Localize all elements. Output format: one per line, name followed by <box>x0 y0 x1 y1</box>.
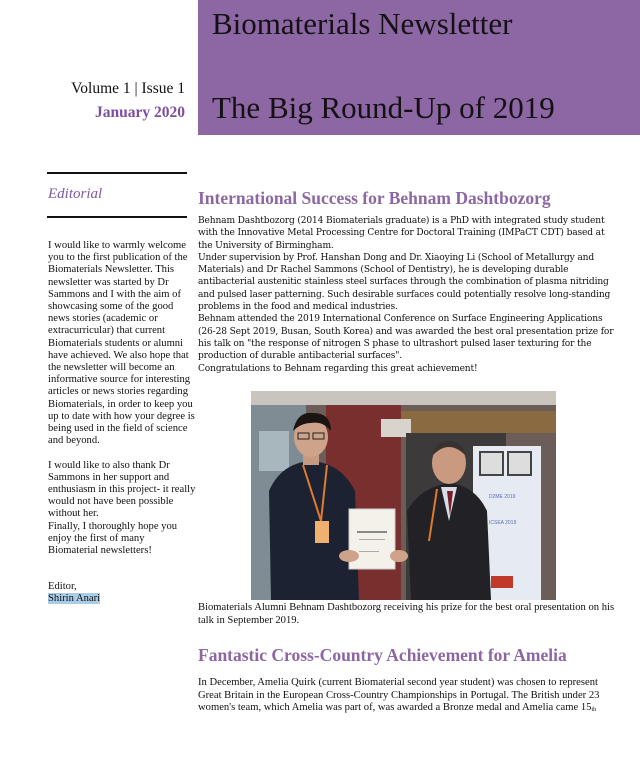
banner-text: D2ME 2019 <box>489 494 516 500</box>
newsletter-title: Biomaterials Newsletter <box>212 6 513 41</box>
award-photo <box>251 391 556 600</box>
editorial-body <box>48 240 196 606</box>
editorial-paragraph: I would like to also thank Dr Sammons in her support and enthusiasm in this project- it really would not have been possible without her. <box>48 459 196 520</box>
award-photo-illustration <box>251 391 556 600</box>
article-body <box>198 215 618 375</box>
article-paragraph-text: In December, Amelia Quirk (current Biomaterial second year student) was chosen to represent Great Britain in the European Cross-Country Championships in Portugal. The British under 23 women's team, which Amelia was part of, was awarded a Bronze medal and Amelia came 15 <box>198 677 600 714</box>
article-paragraph: Congratulations to Behnam regarding this great achievement! <box>198 363 478 374</box>
issue-date: January 2020 <box>95 104 185 121</box>
header-banner <box>198 0 640 135</box>
sidebar-top-rule <box>47 172 187 174</box>
article-paragraph: Behnam Dashtbozorg (2014 Biomaterials graduate) is a PhD with integrated study student with the Innovative Metal Processing Centre for Doctoral Training (IMPaCT CDT) based at the University of Birmingham. <box>198 216 605 251</box>
article-body <box>198 677 618 716</box>
editor-name[interactable]: Shirin Anari <box>48 593 101 605</box>
article-paragraph: Behnam attended the 2019 International Conference on Surface Engineering Applications (26-28 Sept 2019, Busan, South Korea) and was awarded the best oral presentation prize for his talk on "the response of nitrogen S phase to ultrashort pulsed laser texturing for the production of durable antibacterial surfaces". <box>198 314 614 362</box>
issue-subtitle: The Big Round-Up of 2019 <box>212 90 555 125</box>
volume-issue: Volume 1 | Issue 1 <box>71 80 185 97</box>
banner-text: ICSEA 2019 <box>489 520 517 526</box>
editorial-paragraph: Finally, I thoroughly hope you enjoy the first of many Biomaterial newsletters! <box>48 520 178 557</box>
editorial-signoff: Editor, <box>48 581 77 593</box>
editorial-heading: Editorial <box>48 186 103 202</box>
article-heading: International Success for Behnam Dashtbozorg <box>198 188 551 208</box>
article-heading: Fantastic Cross-Country Achievement for Amelia <box>198 645 567 665</box>
sidebar-bottom-rule <box>47 216 187 218</box>
article-paragraph: Under supervision by Prof. Hanshan Dong and Dr. Xiaoying Li (School of Metallurgy and Materials) and Dr Rachel Sammons (School of Dentistry), he is developing durable antibacterial austenitic stainless steel surfaces through the combination of plasma nitriding and pulsed laser patterning. Such desirable surfaces could potentially resolve long-standing problems in the food and medical industries. <box>198 252 611 313</box>
editorial-paragraph: I would like to warmly welcome you to the first publication of the Biomaterials Newsletter. This newsletter was started by Dr Sammons and I with the aim of showcasing some of the good news stories (academic or extracurricular) that current Biomaterials students or alumni have achieved. We also hope that the newsletter will become an informative source for interesting articles or news stories regarding Biomaterials, in order to keep you up to date with how your degree is being used in the field of science and beyond. <box>48 240 195 447</box>
ordinal-suffix: th <box>591 707 597 714</box>
photo-caption: Biomaterials Alumni Behnam Dashtbozorg receiving his prize for the best oral presentation on his talk in September 2019. <box>198 602 615 626</box>
article-paragraph <box>198 677 618 716</box>
